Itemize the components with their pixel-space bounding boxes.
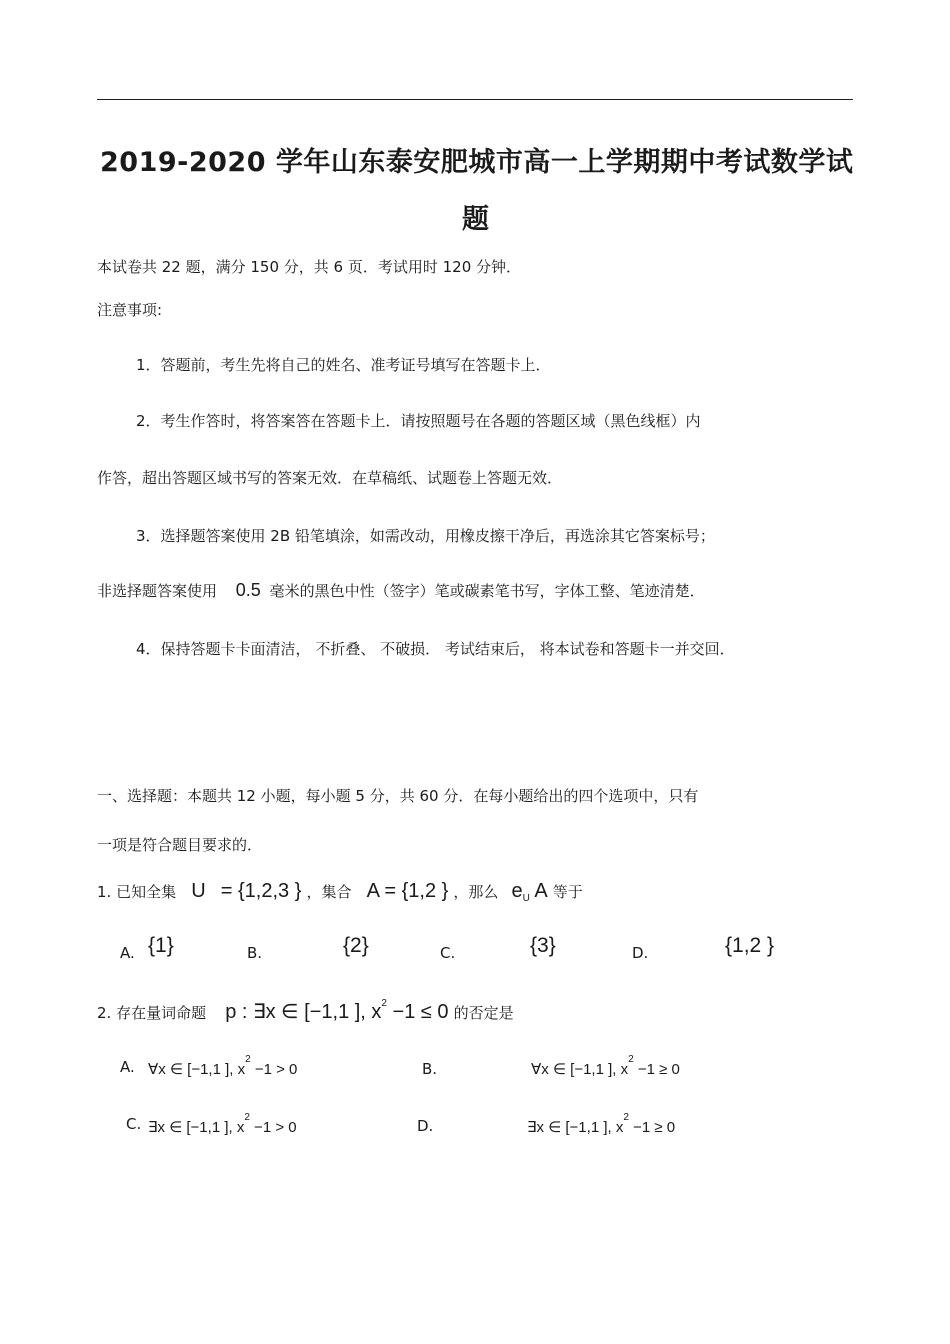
q1-complement: $e_U$ A xyxy=(511,880,548,904)
notice-item-2-cont: 作答，超出答题区域书写的答案无效．在草稿纸、试题卷上答题无效． xyxy=(97,469,563,487)
notice-item-3-post: 毫米的黑色中性（签字）笔或碳素笔书写，字体工整、笔迹清楚． xyxy=(269,582,705,600)
notice-item-3: 3．选择题答案使用 2B 铅笔填涂，如需改动，用橡皮擦干净后，再选涂其它答案标号； xyxy=(136,527,715,545)
q2-prefix: 2. 存在量词命题 xyxy=(97,1004,207,1022)
q2-option-c-label: C. xyxy=(126,1115,142,1133)
exam-info: 本试卷共 22 题，满分 150 分，共 6 页．考试用时 120 分钟． xyxy=(97,258,522,276)
section-heading: 一、选择题：本题共 12 小题，每小题 5 分，共 60 分．在每小题给出的四个选项中，只有 xyxy=(97,787,699,805)
q1-option-b-value: {2} xyxy=(343,934,369,957)
q1-text-2: ，那么 xyxy=(453,883,499,901)
notice-heading: 注意事项: xyxy=(97,301,163,319)
page-title: 2019-2020 学年山东泰安肥城市高一上学期期中考试数学试 xyxy=(100,147,854,178)
q1-option-c-value: {3} xyxy=(530,934,556,957)
notice-item-2: 2．考生作答时，将答案答在答题卡上．请按照题号在各题的答题区域（黑色线框）内 xyxy=(136,412,701,430)
q1-set-a: A = {1,2 } xyxy=(366,880,449,902)
header-rule xyxy=(97,99,853,100)
notice-item-3-cont xyxy=(97,580,705,601)
q1-option-a-label: A. xyxy=(120,944,135,962)
q1-suffix: 等于 xyxy=(552,883,583,901)
q2-option-d-label: D. xyxy=(417,1117,434,1135)
q1-text: ，集合 xyxy=(306,883,352,901)
q2-option-c-value: ∃x ∈ [−1,1 ], $x^2 -1 > 0$ xyxy=(148,1112,297,1136)
notice-item-4: 4．保持答题卡卡面清洁， 不折叠、 不破损． 考试结束后， 将本试卷和答题卡一并交回． xyxy=(136,640,735,658)
question-2 xyxy=(97,998,514,1024)
page-title-continued: 题 xyxy=(462,204,489,235)
q2-option-b-value: ∀x ∈ [−1,1 ], $x^2 -1 \ge 0$ xyxy=(531,1054,680,1078)
q1-option-d-value: {1,2 } xyxy=(725,934,775,957)
q1-option-d-label: D. xyxy=(632,944,649,962)
q1-universal-symbol: U xyxy=(191,880,206,902)
q2-option-a-label: A. xyxy=(120,1058,135,1076)
q2-option-a-value: ∀x ∈ [−1,1 ], $x^2 -1 > 0$ xyxy=(148,1054,298,1078)
q2-option-d-value: ∃x ∈ [−1,1 ], $x^2 -1 \ge 0$ xyxy=(527,1112,676,1136)
notice-item-3-pre: 非选择题答案使用 xyxy=(97,582,218,600)
q1-prefix: 1. 已知全集 xyxy=(97,883,177,901)
q1-option-b-label: B. xyxy=(247,944,263,962)
section-heading-cont: 一项是符合题目要求的． xyxy=(97,836,263,854)
q1-option-c-label: C. xyxy=(440,944,456,962)
q1-universal-set: = {1,2,3 } xyxy=(220,880,302,902)
q2-option-b-label: B. xyxy=(422,1060,438,1078)
q1-option-a-value: {1} xyxy=(148,934,174,957)
notice-item-1: 1．答题前，考生先将自己的姓名、准考证号填写在答题卡上． xyxy=(136,356,551,374)
q2-suffix: 的否定是 xyxy=(453,1004,514,1022)
q2-proposition: p : ∃x ∈ [−1,1 ], $x^2 -1 \le 0$ xyxy=(225,998,449,1023)
notice-item-3-num: 0.5 xyxy=(235,580,261,600)
question-1 xyxy=(97,880,583,904)
